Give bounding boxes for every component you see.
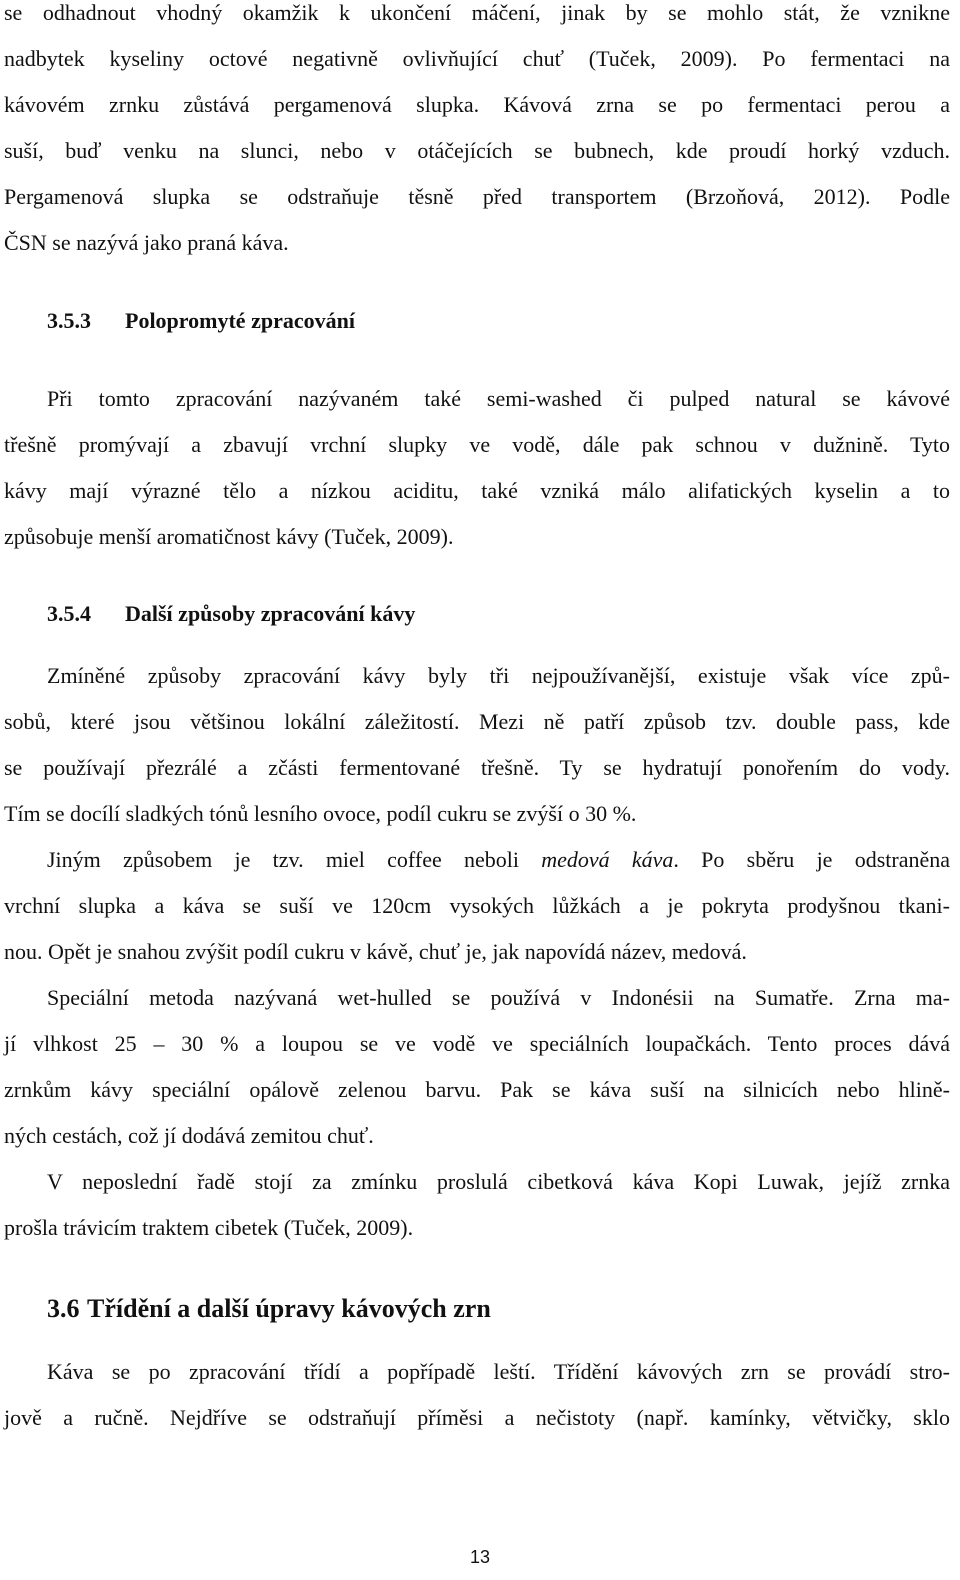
text-line: ných cestách, což jí dodává zemitou chuť. (4, 1123, 374, 1148)
text-line: Káva se po zpracování třídí a popřípadě leští. Třídění kávových zrn se provádí stro- (47, 1359, 950, 1384)
page-number: 13 (469, 1547, 491, 1567)
text-line: Tím se docílí sladkých tónů lesního ovoce, podíl cukru se zvýší o 30 %. (4, 801, 637, 826)
text-line: jí vlhkost 25 – 30 % a loupou se ve vodě ve speciálních loupačkách. Tento proces dává (4, 1031, 950, 1056)
text-span: . Po sběru je odstraněna (673, 847, 950, 872)
text-line: Při tomto zpracování nazývaném také semi-washed či pulped natural se kávové (47, 386, 950, 411)
text-line-mixed (47, 845, 950, 875)
text-line: kávy mají výrazné tělo a nízkou aciditu, také vzniká málo alifatických kyselin a to (4, 478, 950, 503)
text-line: sobů, které jsou většinou lokální záležitostí. Mezi ně patří způsob tzv. double pass, kde (4, 709, 950, 734)
text-line: nadbytek kyseliny octové negativně ovlivňující chuť (Tuček, 2009). Po fermentaci na (4, 46, 950, 71)
section-title: Další způsoby zpracování kávy (125, 601, 416, 626)
text-span: Jiným způsobem je tzv. miel coffee neboli (47, 847, 542, 872)
section-title: Polopromyté zpracování (125, 308, 355, 333)
text-line: Speciální metoda nazývaná wet-hulled se používá v Indonésii na Sumatře. Zrna ma- (47, 985, 950, 1010)
text-line: třešně promývají a zbavují vrchní slupky ve vodě, dále pak schnou v dužnině. Tyto (4, 432, 950, 457)
text-line: kávovém zrnku zůstává pergamenová slupka. Kávová zrna se po fermentaci perou a (4, 92, 950, 117)
italic-term: medová káva (541, 847, 674, 872)
section-number: 3.5.4 (47, 601, 91, 626)
section-number: 3.6 (47, 1294, 80, 1323)
text-line: jově a ručně. Nejdříve se odstraňují příměsi a nečistoty (např. kamínky, větvičky, sklo (4, 1405, 950, 1430)
text-line: zrnkům kávy speciální opálově zelenou barvu. Pak se káva suší na silnicích nebo hlině- (4, 1077, 950, 1102)
section-heading-3-6 (47, 1292, 491, 1326)
section-heading-3-5-4 (47, 599, 415, 629)
text-line: se odhadnout vhodný okamžik k ukončení máčení, jinak by se mohlo stát, že vznikne (4, 0, 950, 25)
section-number: 3.5.3 (47, 308, 91, 333)
text-line: Zmíněné způsoby zpracování kávy byly tři nejpoužívanější, existuje však více způ- (47, 663, 950, 688)
text-line: se používají přezrálé a zčásti fermentované třešně. Ty se hydratují ponořením do vody. (4, 755, 950, 780)
text-line: prošla trávicím traktem cibetek (Tuček, 2009). (4, 1215, 414, 1240)
section-title: Třídění a další úpravy kávových zrn (87, 1294, 491, 1323)
text-line: suší, buď venku na slunci, nebo v otáčejících se bubnech, kde proudí horký vzduch. (4, 138, 950, 163)
section-heading-3-5-3 (47, 306, 355, 336)
text-line: vrchní slupka a káva se suší ve 120cm vysokých lůžkách a je pokryta prodyšnou tkani- (4, 893, 950, 918)
text-line: ČSN se nazývá jako praná káva. (4, 230, 289, 255)
text-line: způsobuje menší aromatičnost kávy (Tuček, 2009). (4, 524, 454, 549)
text-line: V neposlední řadě stojí za zmínku proslulá cibetková káva Kopi Luwak, jejíž zrnka (47, 1169, 950, 1194)
text-line: nou. Opět je snahou zvýšit podíl cukru v kávě, chuť je, jak napovídá název, medová. (4, 939, 747, 964)
text-line: Pergamenová slupka se odstraňuje těsně před transportem (Brzoňová, 2012). Podle (4, 184, 950, 209)
